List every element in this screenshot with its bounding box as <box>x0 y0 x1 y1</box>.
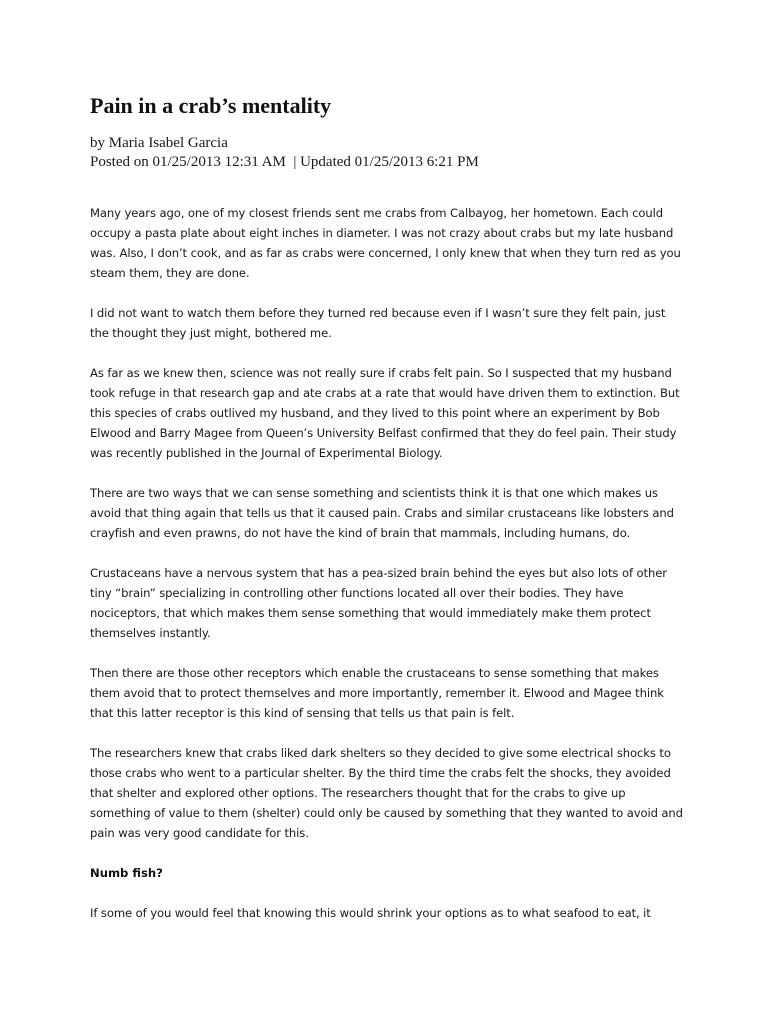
paragraph: Many years ago, one of my closest friends sent me crabs from Calbayog, her hometown. Each could occupy a pasta plate about eight inches in diameter. I was not crazy about crabs but my late husband was. Also, I don’t cook, and as far as crabs were concerned, I only knew that when they turn red as you steam them, they are done. <box>90 206 681 280</box>
section-subheading: Numb fish? <box>90 866 163 880</box>
article-body <box>90 203 685 923</box>
paragraph: Crustaceans have a nervous system that has a pea-sized brain behind the eyes but also lots of other tiny “brain” specializing in controlling other functions located all over their bodies. They have nociceptors, that which makes them sense something that would immediately make them protect themselves instantly. <box>90 566 667 640</box>
paragraph: Then there are those other receptors which enable the crustaceans to sense something that makes them avoid that to protect themselves and more importantly, remember it. Elwood and Magee think that this latter receptor is this kind of sensing that tells us that pain is felt. <box>90 666 664 720</box>
article-title: Pain in a crab’s mentality <box>90 93 332 118</box>
article-byline: by Maria Isabel Garcia <box>90 135 228 151</box>
paragraph: The researchers knew that crabs liked dark shelters so they decided to give some electrical shocks to those crabs who went to a particular shelter. By the third time the crabs felt the shocks, they avoided that shelter and explored other options. The researchers thought that for the crabs to give up something of value to them (shelter) could only be caused by something that they wanted to avoid and pain was very good candidate for this. <box>90 746 683 840</box>
paragraph: As far as we knew then, science was not really sure if crabs felt pain. So I suspected that my husband took refuge in that research gap and ate crabs at a rate that would have driven them to extinction. But this species of crabs outlived my husband, and they lived to this point where an experiment by Bob Elwood and Barry Magee from Queen’s University Belfast confirmed that they do feel pain. Their study was recently published in the Journal of Experimental Biology. <box>90 366 680 460</box>
paragraph: There are two ways that we can sense something and scientists think it is that one which makes us avoid that thing again that tells us that it caused pain. Crabs and similar crustaceans like lobsters and crayfish and even prawns, do not have the kind of brain that mammals, including humans, do. <box>90 486 674 540</box>
paragraph: If some of you would feel that knowing this would shrink your options as to what seafood to eat, it <box>90 906 651 920</box>
article-post-date: Posted on 01/25/2013 12:31 AM | Updated 01/25/2013 6:21 PM <box>90 154 479 170</box>
document-page <box>90 90 685 943</box>
paragraph: I did not want to watch them before they turned red because even if I wasn’t sure they felt pain, just the thought they just might, bothered me. <box>90 306 666 340</box>
